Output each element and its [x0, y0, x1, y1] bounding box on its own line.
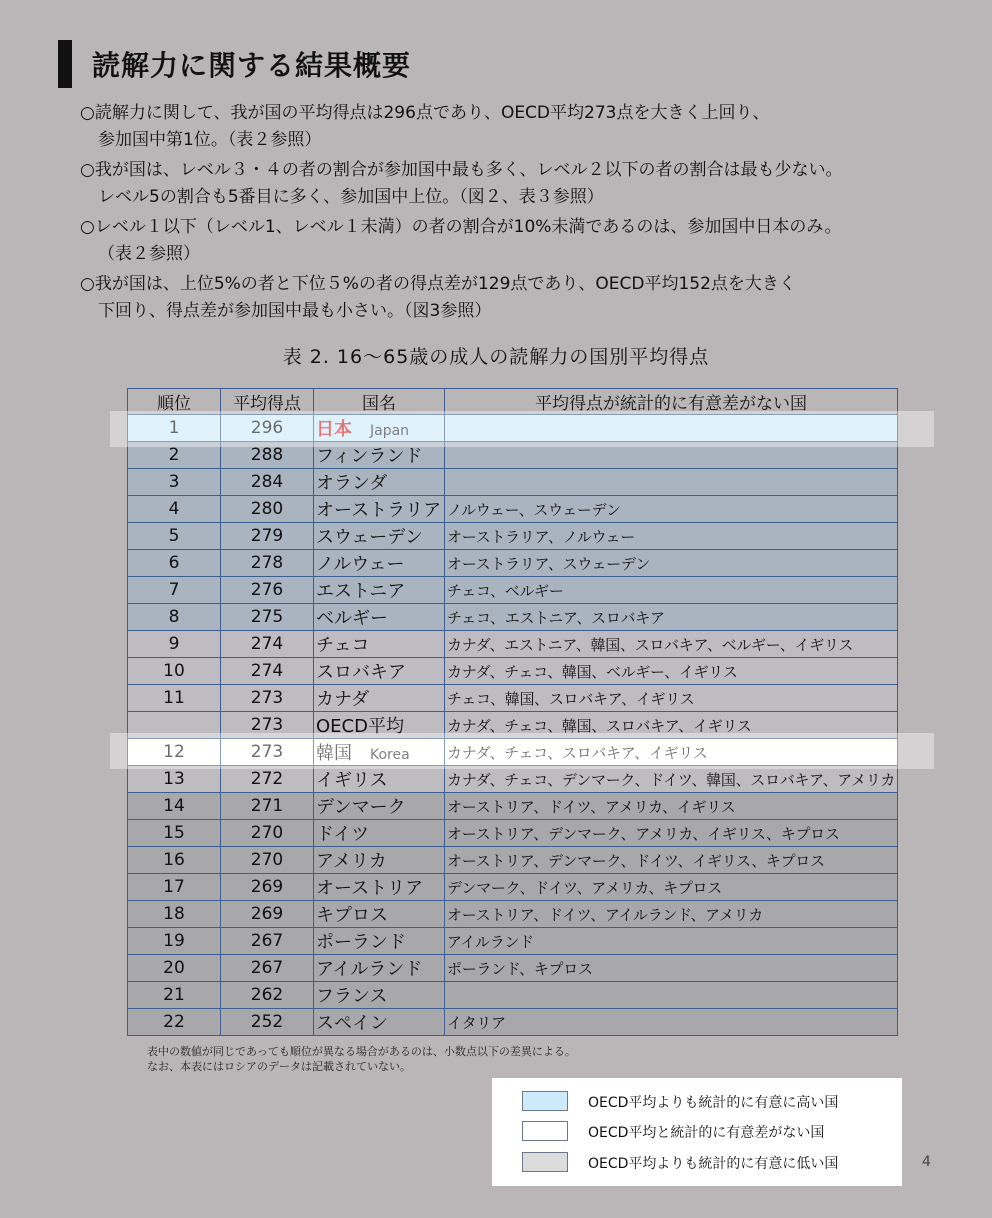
country-cell: アメリカ	[314, 847, 445, 874]
country-cell: オランダ	[314, 469, 445, 496]
score-cell: 252	[221, 1009, 314, 1036]
rank-cell: 12	[128, 739, 221, 766]
rank-cell: 17	[128, 874, 221, 901]
table-row	[128, 928, 898, 955]
rank-cell	[128, 712, 221, 739]
table-row	[128, 631, 898, 658]
table-row	[128, 415, 898, 442]
rank-cell: 9	[128, 631, 221, 658]
rank-cell: 6	[128, 550, 221, 577]
score-cell: 273	[221, 685, 314, 712]
no-diff-cell: カナダ、チェコ、デンマーク、ドイツ、韓国、スロバキア、アメリカ	[445, 766, 898, 793]
no-diff-cell	[445, 469, 898, 496]
table-row	[128, 523, 898, 550]
header-no-diff: 平均得点が統計的に有意差がない国	[445, 389, 898, 415]
rank-cell: 16	[128, 847, 221, 874]
no-diff-cell: イタリア	[445, 1009, 898, 1036]
score-cell: 262	[221, 982, 314, 1009]
country-cell: スペイン	[314, 1009, 445, 1036]
no-diff-cell	[445, 442, 898, 469]
score-cell: 279	[221, 523, 314, 550]
header-country: 国名	[314, 389, 445, 415]
country-cell: ドイツ	[314, 820, 445, 847]
country-cell: オーストリア	[314, 874, 445, 901]
table-row	[128, 442, 898, 469]
country-name-en: Japan	[370, 423, 410, 439]
country-cell: カナダ	[314, 685, 445, 712]
rank-cell: 18	[128, 901, 221, 928]
table-row	[128, 604, 898, 631]
no-diff-cell: オーストリア、デンマーク、アメリカ、イギリス、キプロス	[445, 820, 898, 847]
no-diff-cell: チェコ、ベルギー	[445, 577, 898, 604]
rank-cell: 19	[128, 928, 221, 955]
score-cell: 272	[221, 766, 314, 793]
table-row	[128, 874, 898, 901]
no-diff-cell: オーストラリア、ノルウェー	[445, 523, 898, 550]
no-diff-cell: デンマーク、ドイツ、アメリカ、キプロス	[445, 874, 898, 901]
country-cell: ノルウェー	[314, 550, 445, 577]
rank-cell: 1	[128, 415, 221, 442]
table-row	[128, 820, 898, 847]
no-diff-cell: カナダ、チェコ、韓国、ベルギー、イギリス	[445, 658, 898, 685]
no-diff-cell: オーストリア、ドイツ、アメリカ、イギリス	[445, 793, 898, 820]
no-diff-cell: ノルウェー、スウェーデン	[445, 496, 898, 523]
score-cell: 275	[221, 604, 314, 631]
country-cell: ベルギー	[314, 604, 445, 631]
table-row	[128, 955, 898, 982]
ranking-table	[127, 388, 898, 1036]
no-diff-cell	[445, 415, 898, 442]
score-cell: 269	[221, 874, 314, 901]
table-caption: 表 2. 16～65歳の成人の読解力の国別平均得点	[282, 346, 710, 368]
score-cell: 270	[221, 820, 314, 847]
score-cell: 269	[221, 901, 314, 928]
rank-cell: 4	[128, 496, 221, 523]
table-row	[128, 685, 898, 712]
country-cell: フィンランド	[314, 442, 445, 469]
table-row	[128, 469, 898, 496]
score-cell: 284	[221, 469, 314, 496]
score-cell: 270	[221, 847, 314, 874]
score-cell: 274	[221, 631, 314, 658]
no-diff-cell: カナダ、チェコ、韓国、スロバキア、イギリス	[445, 712, 898, 739]
rank-cell: 13	[128, 766, 221, 793]
score-cell: 276	[221, 577, 314, 604]
page-number: 4	[922, 1154, 931, 1170]
no-diff-cell: オーストリア、ドイツ、アイルランド、アメリカ	[445, 901, 898, 928]
country-name: 韓国	[316, 743, 352, 764]
rank-cell: 3	[128, 469, 221, 496]
rank-cell: 7	[128, 577, 221, 604]
score-cell: 273	[221, 712, 314, 739]
country-name: 日本	[316, 419, 352, 440]
country-cell: チェコ	[314, 631, 445, 658]
no-diff-cell	[445, 982, 898, 1009]
legend-swatch	[522, 1152, 568, 1172]
no-diff-cell: カナダ、チェコ、スロバキア、イギリス	[445, 739, 898, 766]
no-diff-cell: オーストリア、デンマーク、ドイツ、イギリス、キプロス	[445, 847, 898, 874]
country-name-en: Korea	[370, 747, 410, 763]
table-row	[128, 550, 898, 577]
table-row	[128, 793, 898, 820]
country-cell: イギリス	[314, 766, 445, 793]
no-diff-cell: オーストラリア、スウェーデン	[445, 550, 898, 577]
country-cell: OECD平均	[314, 712, 445, 739]
header-score: 平均得点	[221, 389, 314, 415]
country-cell: スロバキア	[314, 658, 445, 685]
title-marker-bar	[58, 40, 72, 88]
bullet-3: ○レベル１以下（レベル1、レベル１未満）の者の割合が10%未満であるのは、参加国中日本のみ。 （表２参照）	[80, 217, 842, 264]
country-cell: デンマーク	[314, 793, 445, 820]
table-row	[128, 766, 898, 793]
rank-cell: 21	[128, 982, 221, 1009]
score-cell: 273	[221, 739, 314, 766]
no-diff-cell: カナダ、エストニア、韓国、スロバキア、ベルギー、イギリス	[445, 631, 898, 658]
table-footnote: 表中の数値が同じであっても順位が異なる場合があるのは、小数点以下の差異による。 なお、本表にはロシアのデータは記載されていない。	[147, 1045, 576, 1073]
table-row	[128, 658, 898, 685]
legend-swatch	[522, 1091, 568, 1111]
header-rank: 順位	[128, 389, 221, 415]
country-cell	[314, 415, 445, 442]
score-cell: 271	[221, 793, 314, 820]
table-row	[128, 739, 898, 766]
rank-cell: 5	[128, 523, 221, 550]
bullet-2: ○我が国は、レベル３・４の者の割合が参加国中最も多く、レベル２以下の者の割合は最も少ない。 レベル5の割合も5番目に多く、参加国中上位。（図２、表３参照）	[80, 160, 843, 207]
country-cell	[314, 739, 445, 766]
bullet-1: ○読解力に関して、我が国の平均得点は296点であり、OECD平均273点を大きく上回り、 参加国中第1位。（表２参照）	[80, 103, 770, 150]
table-row	[128, 982, 898, 1009]
table-header-row	[128, 389, 898, 415]
country-cell: キプロス	[314, 901, 445, 928]
score-cell: 296	[221, 415, 314, 442]
page-title: 読解力に関する結果概要	[92, 49, 412, 82]
rank-cell: 22	[128, 1009, 221, 1036]
rank-cell: 11	[128, 685, 221, 712]
country-cell: アイルランド	[314, 955, 445, 982]
rank-cell: 14	[128, 793, 221, 820]
summary-bullets	[80, 100, 940, 328]
table-row	[128, 496, 898, 523]
rank-cell: 8	[128, 604, 221, 631]
rank-cell: 2	[128, 442, 221, 469]
score-cell: 280	[221, 496, 314, 523]
no-diff-cell: チェコ、韓国、スロバキア、イギリス	[445, 685, 898, 712]
country-cell: エストニア	[314, 577, 445, 604]
country-cell: オーストラリア	[314, 496, 445, 523]
country-cell: スウェーデン	[314, 523, 445, 550]
no-diff-cell: アイルランド	[445, 928, 898, 955]
country-cell: ポーランド	[314, 928, 445, 955]
score-cell: 288	[221, 442, 314, 469]
country-cell: フランス	[314, 982, 445, 1009]
table-row-oecd-average	[128, 712, 898, 739]
table-row	[128, 1009, 898, 1036]
rank-cell: 10	[128, 658, 221, 685]
score-cell: 278	[221, 550, 314, 577]
legend: OECD平均よりも統計的に有意に高い国 OECD平均と統計的に有意差がない国 OECD平均よりも統計的に有意に低い国	[492, 1078, 902, 1186]
no-diff-cell: ポーランド、キプロス	[445, 955, 898, 982]
score-cell: 274	[221, 658, 314, 685]
legend-swatch	[522, 1121, 568, 1141]
no-diff-cell: チェコ、エストニア、スロバキア	[445, 604, 898, 631]
table-row	[128, 901, 898, 928]
table-row	[128, 847, 898, 874]
bullet-4: ○我が国は、上位5%の者と下位５%の者の得点差が129点であり、OECD平均152点を大きく 下回り、得点差が参加国中最も小さい。（図3参照）	[80, 274, 796, 321]
score-cell: 267	[221, 955, 314, 982]
rank-cell: 20	[128, 955, 221, 982]
score-cell: 267	[221, 928, 314, 955]
rank-cell: 15	[128, 820, 221, 847]
table-row	[128, 577, 898, 604]
